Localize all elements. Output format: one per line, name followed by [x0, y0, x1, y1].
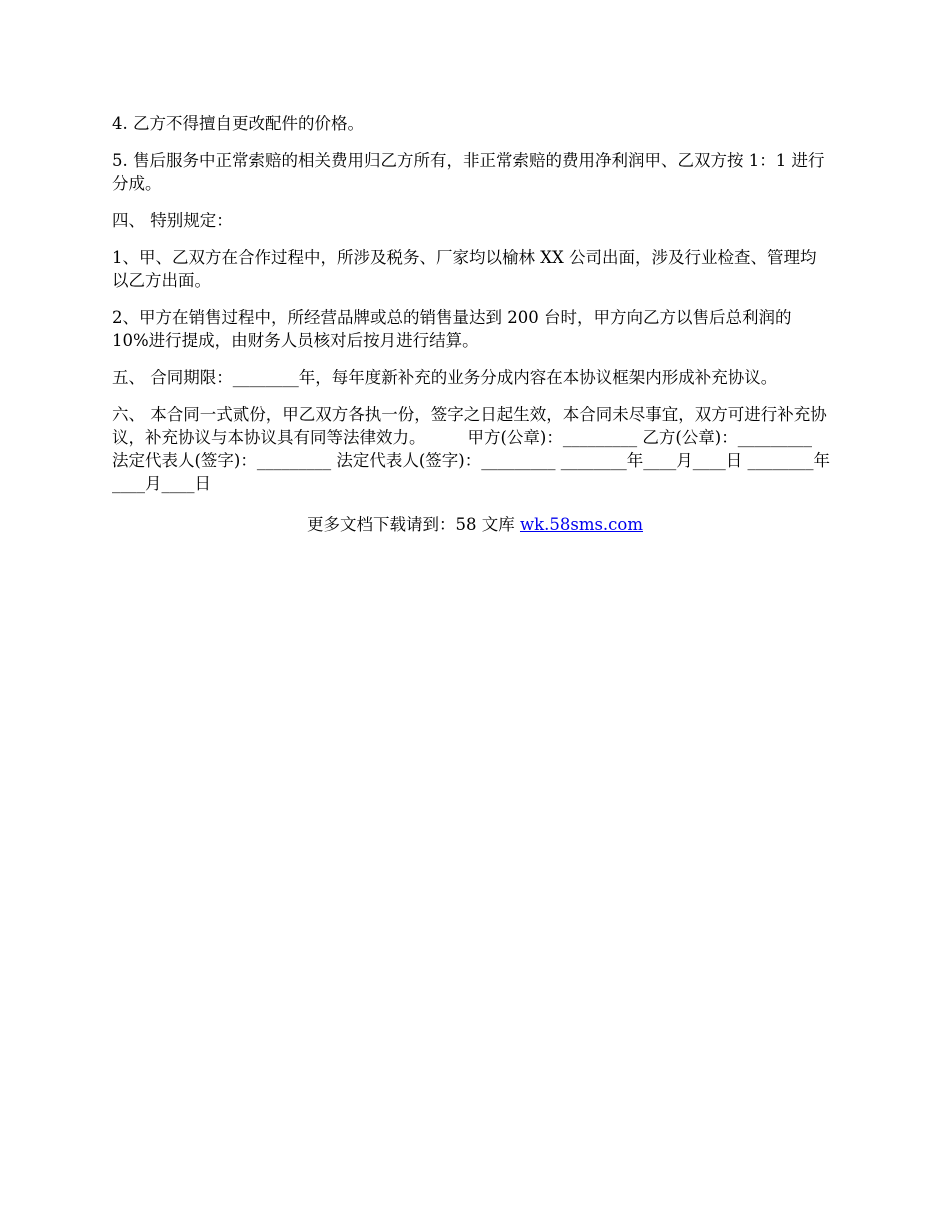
paragraph-clause-5: 5. 售后服务中正常索赔的相关费用归乙方所有，非正常索赔的费用净利润甲、乙双方按 1：1 进行分成。 — [112, 151, 825, 193]
paragraph-clause-4: 4. 乙方不得擅自更改配件的价格。 — [112, 114, 364, 133]
footer-link[interactable]: wk.58sms.com — [519, 515, 643, 534]
paragraph-provision-1: 1、甲、乙双方在合作过程中，所涉及税务、厂家均以榆林 XX 公司出面，涉及行业检查、管理均以乙方出面。 — [112, 248, 817, 290]
paragraph-contract-term: 五、 合同期限：________年，每年度新补充的业务分成内容在本协议框架内形成补充协议。 — [112, 368, 778, 387]
paragraph-copies-and-signatures: 六、 本合同一式贰份，甲乙双方各执一份，签字之日起生效，本合同未尽事宜，双方可进行补充协议，补充协议与本协议具有同等法律效力。 甲方(公章)：_________ 乙方(公章)：_________ 法定代表人(签字)：_________ 法定代表人(签字)：_________ ________年____月____日 ________年____月____日 — [112, 405, 854, 493]
document-page — [112, 112, 854, 536]
section-heading-special-provisions: 四、 特别规定： — [112, 211, 233, 230]
paragraph-provision-2: 2、甲方在销售过程中，所经营品牌或总的销售量达到 200 台时，甲方向乙方以售后总利润的 10%进行提成，由财务人员核对后按月进行结算。 — [112, 308, 797, 350]
footer-text: 更多文档下载请到：58 文库 — [306, 515, 520, 534]
download-footer — [112, 513, 838, 536]
